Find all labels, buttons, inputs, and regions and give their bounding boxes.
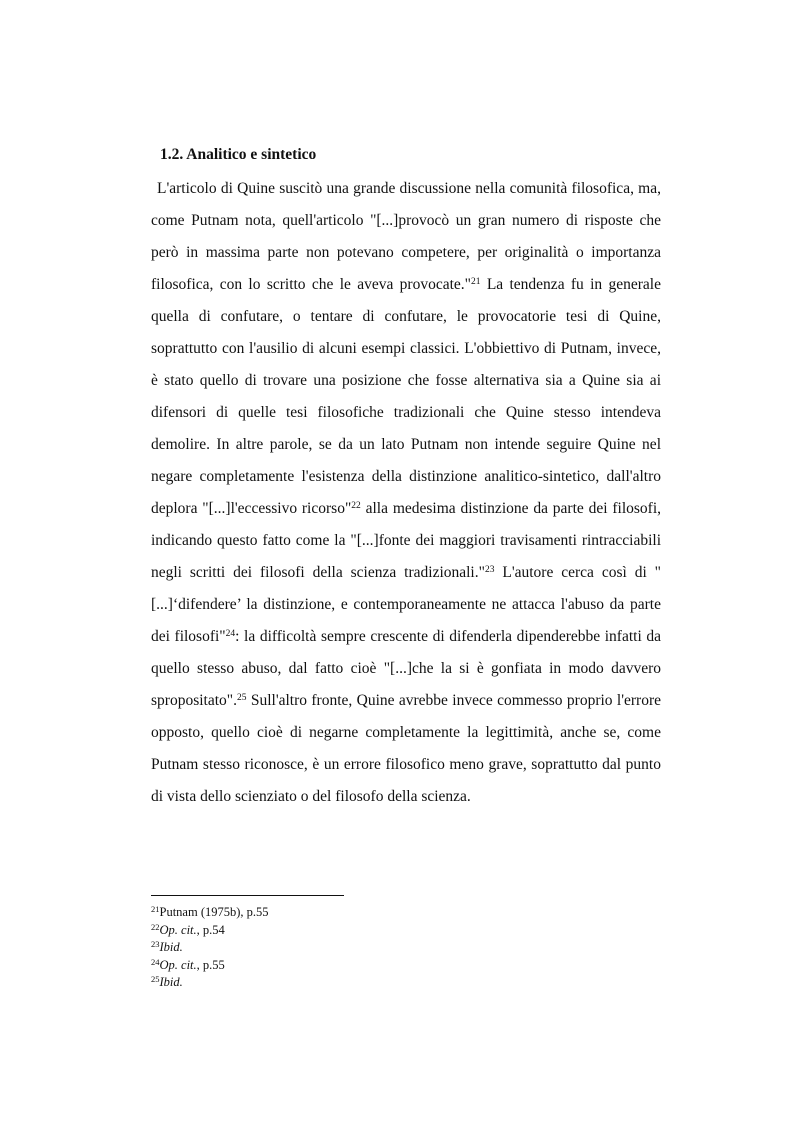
footnote-number: 22 <box>151 921 160 932</box>
footnote-text: , p.54 <box>196 922 225 937</box>
footnote-item <box>151 939 269 957</box>
text-segment: alla medesima distinzione da parte dei filosofi, indicando questo fatto come la "[...]fonte dei maggiori travisamenti rintracciabili negli scritti dei filosofi della scienza tradizionali." <box>151 500 662 581</box>
text-segment: : la difficoltà sempre crescente di difenderla dipenderebbe infatti da quello stesso abuso, dal fatto cioè "[...]che la si è gonfiata in modo davvero spropositato". <box>151 628 661 709</box>
footnote-divider <box>151 895 344 896</box>
footnote-ref[interactable]: 23 <box>484 565 495 575</box>
footnote-number: 25 <box>151 974 160 984</box>
footnote-italic: Op. cit. <box>159 922 197 937</box>
footnote-number: 21 <box>151 904 160 914</box>
footnote-ref[interactable]: 24 <box>225 629 236 639</box>
section-heading: 1.2. Analitico e sintetico <box>160 146 317 163</box>
footnote-item <box>151 974 269 992</box>
footnote-italic: Ibid. <box>159 940 183 954</box>
footnote-text: Putnam (1975b), p.55 <box>159 905 269 919</box>
footnote-italic: Op. cit. <box>159 957 197 972</box>
footnote-number: 23 <box>151 939 160 949</box>
footnote-item <box>151 957 269 975</box>
footnote-text: , p.55 <box>196 957 225 972</box>
text-segment: Sull'altro fronte, Quine avrebbe invece commesso proprio l'errore opposto, quello cioè di negarne completamente la legittimità, anche se, come Putnam stesso riconosce, è un errore filosofico meno grave, soprattutto dal punto di vista dello scienziato o del filosofo della scienza. <box>151 692 661 805</box>
footnote-number: 24 <box>151 956 160 967</box>
footnote-ref[interactable]: 21 <box>471 277 481 287</box>
body-paragraph <box>151 173 661 813</box>
footnote-item <box>151 904 269 922</box>
footnote-list <box>151 904 269 992</box>
footnote-ref[interactable]: 25 <box>236 693 247 703</box>
text-segment: L'autore cerca così di "[...]‘difendere’ la distinzione, e contemporaneamente ne attacca l'abuso da parte dei filosofi" <box>151 564 661 645</box>
text-segment: La tendenza fu in generale quella di confutare, o tentare di confutare, le provocatorie tesi di Quine, soprattutto con l'ausilio di alcuni esempi classici. L'obbiettivo di Putnam, invece, è stato quello di trovare una posizione che fosse alternativa sia a Quine sia ai difensori di quelle tesi filosofiche tradizionali che Quine stesso intendeva demolire. In altre parole, se da un lato Putnam non intende seguire Quine nel negare completamente l'esistenza della distinzione analitico-sintetico, dall'altro deplora "[...]l'eccessivo ricorso" <box>151 276 661 517</box>
footnote-ref[interactable]: 22 <box>351 501 361 511</box>
text-segment: L'articolo di Quine suscitò una grande discussione nella comunità filosofica, ma, come Putnam nota, quell'articolo "[...]provocò un gran numero di risposte che però in massima parte non potevano competere, per originalità o importanza filosofica, con lo scritto che le aveva provocate." <box>151 180 661 293</box>
footnote-italic: Ibid. <box>159 975 183 989</box>
footnote-item <box>151 922 269 940</box>
